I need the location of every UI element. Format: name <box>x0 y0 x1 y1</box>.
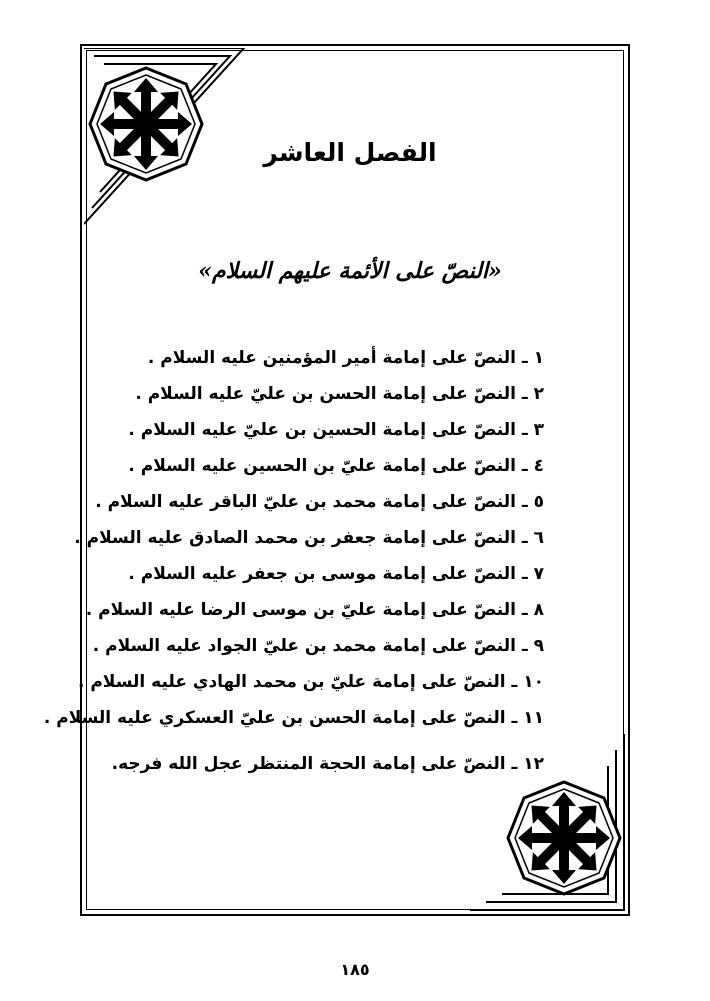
contents-list <box>43 346 544 788</box>
list-item: ٤ ـ النصّ على إمامة عليّ بن الحسين عليه السلام . <box>128 456 544 476</box>
list-item: ٦ ـ النصّ على إمامة جعفر بن محمد الصادق عليه السلام . <box>74 528 544 548</box>
chapter-subtitle: «النصّ على الأئمة عليهم السلام» <box>198 258 502 284</box>
list-item: ٨ ـ النصّ على إمامة عليّ بن موسى الرضا عليه السلام . <box>85 600 544 620</box>
list-item: ٩ ـ النصّ على إمامة محمد بن عليّ الجواد عليه السلام . <box>92 636 544 656</box>
list-item: ٢ ـ النصّ على إمامة الحسن بن عليّ عليه السلام . <box>135 384 544 404</box>
list-item: ١٠ ـ النصّ على إمامة عليّ بن محمد الهادي عليه السلام . <box>77 672 544 692</box>
list-item: ١٢ ـ النصّ على إمامة الحجة المنتظر عجل الله فرجه. <box>111 754 544 774</box>
page-number: ١٨٥ <box>340 960 370 979</box>
list-item: ٣ ـ النصّ على إمامة الحسين بن عليّ عليه السلام . <box>128 420 544 440</box>
list-item: ١١ ـ النصّ على إمامة الحسن بن عليّ العسكري عليه السلام . <box>43 708 544 728</box>
list-item: ١ ـ النصّ على إمامة أمير المؤمنين عليه السلام . <box>147 348 544 368</box>
list-item: ٥ ـ النصّ على إمامة محمد بن عليّ الباقر عليه السلام . <box>95 492 544 512</box>
list-item: ٧ ـ النصّ على إمامة موسى بن جعفر عليه السلام . <box>128 564 544 584</box>
chapter-title: الفصل العاشر <box>263 138 437 167</box>
